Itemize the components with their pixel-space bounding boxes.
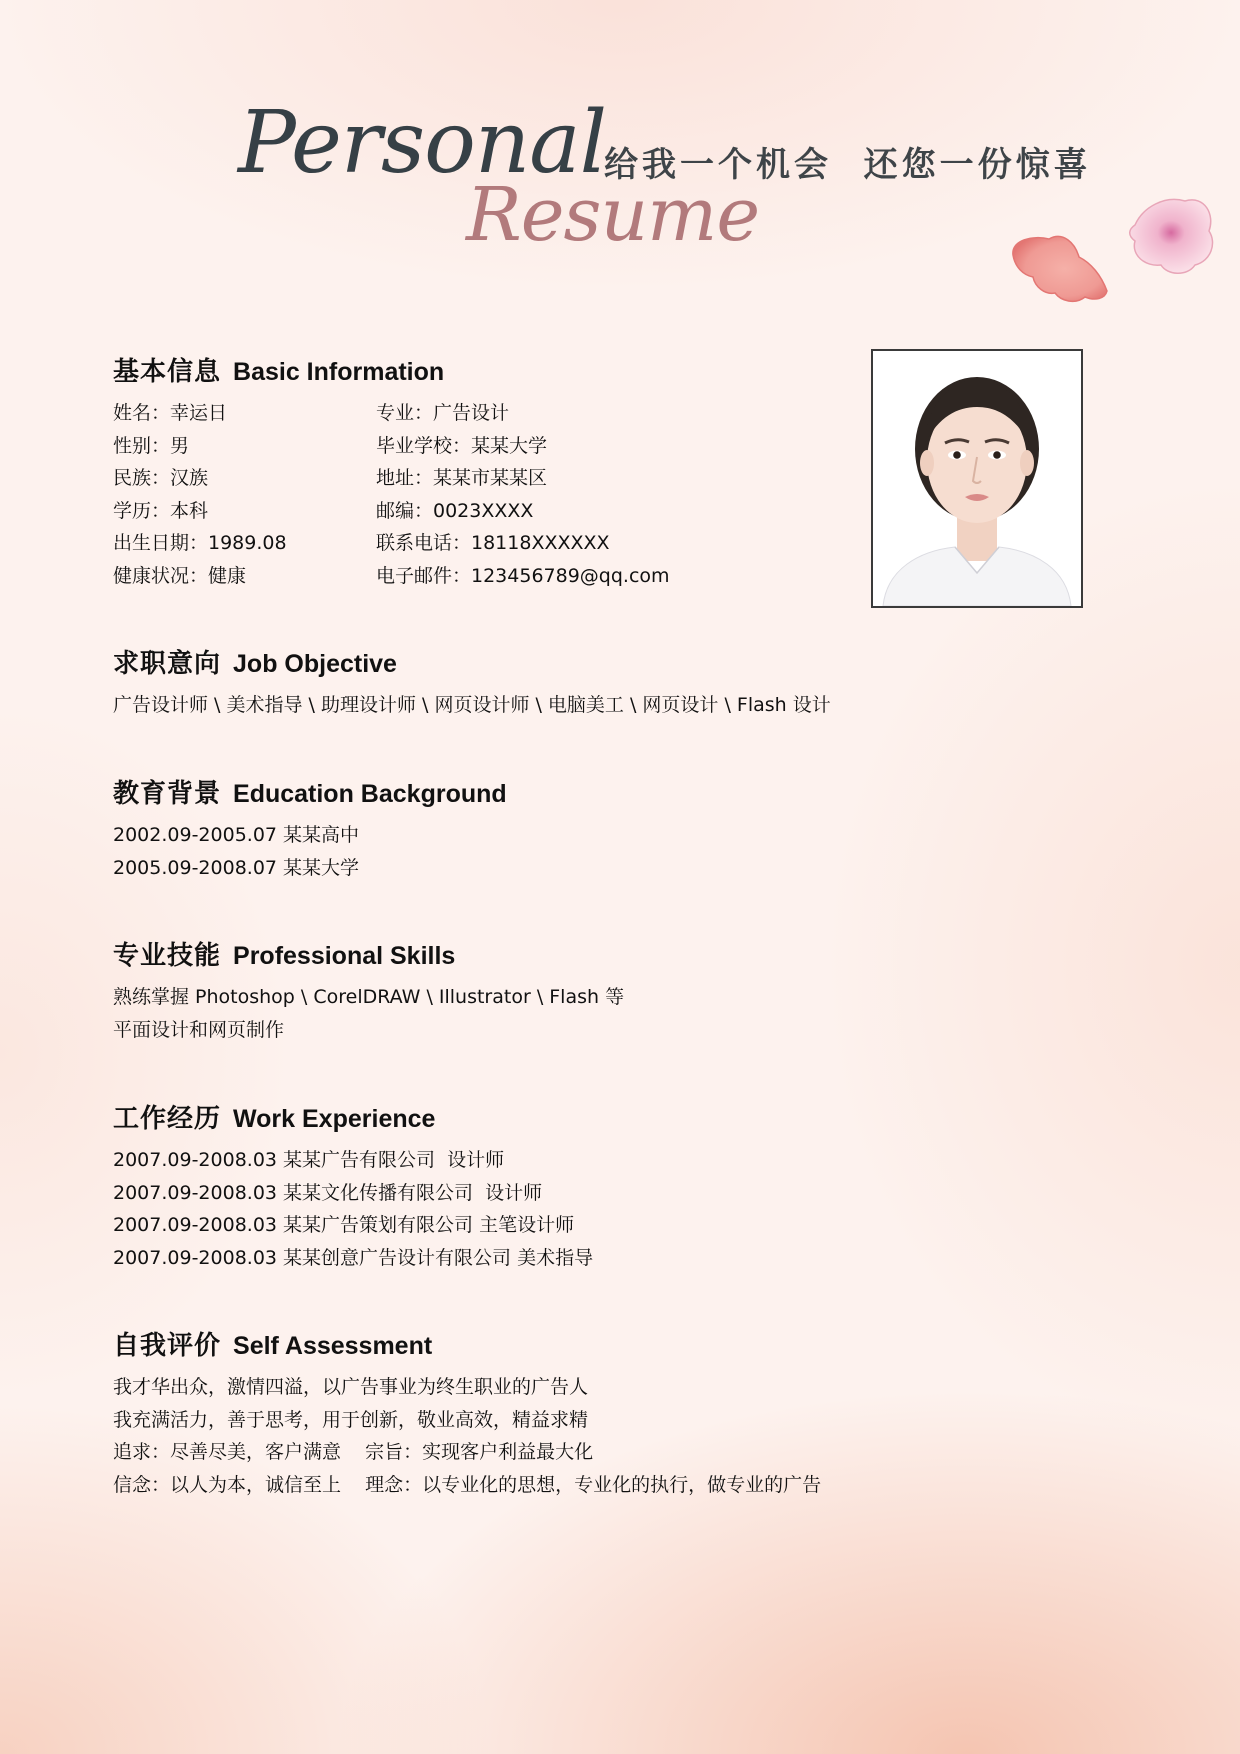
- section-title-en: Work Experience: [233, 1105, 436, 1133]
- basic-info-section: [113, 351, 696, 593]
- work-heading: [113, 1098, 593, 1132]
- title-resume: Resume: [466, 172, 760, 258]
- self-assessment-item: 信念：以人为本，诚信至上 理念：以专业化的思想，专业化的执行，做专业的广告: [113, 1473, 822, 1496]
- education-item: 2002.09-2005.07 某某高中: [113, 824, 360, 846]
- skills-heading: [113, 935, 624, 969]
- job-objective-section: [113, 643, 831, 722]
- section-title-en: Professional Skills: [233, 942, 456, 970]
- section-title-zh: 求职意向: [113, 649, 222, 679]
- info-phone: 联系电话：18118XXXXXX: [376, 532, 610, 555]
- info-address: 地址：某某市某某区: [376, 467, 548, 490]
- work-item: 2007.09-2008.03 某某文化传播有限公司 设计师: [113, 1181, 543, 1204]
- info-postcode: 邮编：0023XXXX: [376, 499, 534, 522]
- info-name: 姓名：幸运日: [113, 402, 228, 424]
- job-objective-heading: [113, 643, 831, 677]
- self-assessment-item: 我充满活力，善于思考，用于创新，敬业高效，精益求精: [113, 1408, 589, 1431]
- slogan: 给我一个机会 还您一份惊喜: [604, 145, 1092, 185]
- info-degree: 学历：本科: [113, 499, 209, 522]
- education-heading: [113, 773, 507, 807]
- self-assessment-item: 追求：尽善尽美，客户满意 宗旨：实现客户利益最大化: [113, 1441, 594, 1464]
- section-title-en: Self Assessment: [233, 1332, 433, 1360]
- skills-item: 熟练掌握 Photoshop \ CorelDRAW \ Illustrator \ Flash 等: [113, 986, 625, 1008]
- skills-item: 平面设计和网页制作: [113, 1018, 285, 1041]
- profile-photo: [871, 349, 1083, 608]
- work-item: 2007.09-2008.03 某某广告策划有限公司 主笔设计师: [113, 1214, 575, 1237]
- basic-info-grid: [113, 397, 696, 593]
- education-section: [113, 773, 507, 884]
- section-title-en: Basic Information: [233, 358, 445, 386]
- info-health: 健康状况：健康: [113, 564, 247, 587]
- section-title-zh: 工作经历: [113, 1104, 222, 1134]
- job-objective-text: 广告设计师 \ 美术指导 \ 助理设计师 \ 网页设计师 \ 电脑美工 \ 网页设计 \ Flash 设计: [113, 694, 831, 716]
- info-email: 电子邮件：123456789@qq.com: [376, 564, 670, 587]
- work-item: 2007.09-2008.03 某某广告有限公司 设计师: [113, 1149, 505, 1171]
- info-school: 毕业学校：某某大学: [376, 434, 548, 457]
- basic-info-heading: [113, 351, 696, 385]
- section-title-zh: 自我评价: [113, 1331, 222, 1361]
- info-gender: 性别：男: [113, 434, 190, 457]
- self-assessment-item: 我才华出众，激情四溢，以广告事业为终生职业的广告人: [113, 1376, 589, 1398]
- section-title-en: Job Objective: [233, 650, 397, 678]
- red-petal: [1013, 236, 1107, 301]
- info-ethnicity: 民族：汉族: [113, 467, 209, 490]
- portrait-illustration: [873, 351, 1081, 606]
- section-title-zh: 专业技能: [113, 941, 222, 971]
- self-assessment-heading: [113, 1325, 821, 1359]
- title-personal: Personal: [238, 93, 607, 193]
- info-birthdate: 出生日期：1989.08: [113, 532, 287, 555]
- petals-decoration: [1005, 195, 1230, 335]
- self-assessment-section: [113, 1325, 821, 1501]
- pink-petal: [1130, 199, 1213, 273]
- info-major: 专业：广告设计: [376, 402, 510, 424]
- work-item: 2007.09-2008.03 某某创意广告设计有限公司 美术指导: [113, 1246, 594, 1269]
- section-title-zh: 基本信息: [113, 357, 222, 387]
- education-item: 2005.09-2008.07 某某大学: [113, 856, 360, 879]
- section-title-zh: 教育背景: [113, 779, 222, 809]
- section-title-en: Education Background: [233, 780, 507, 808]
- skills-section: [113, 935, 624, 1046]
- work-section: [113, 1098, 593, 1274]
